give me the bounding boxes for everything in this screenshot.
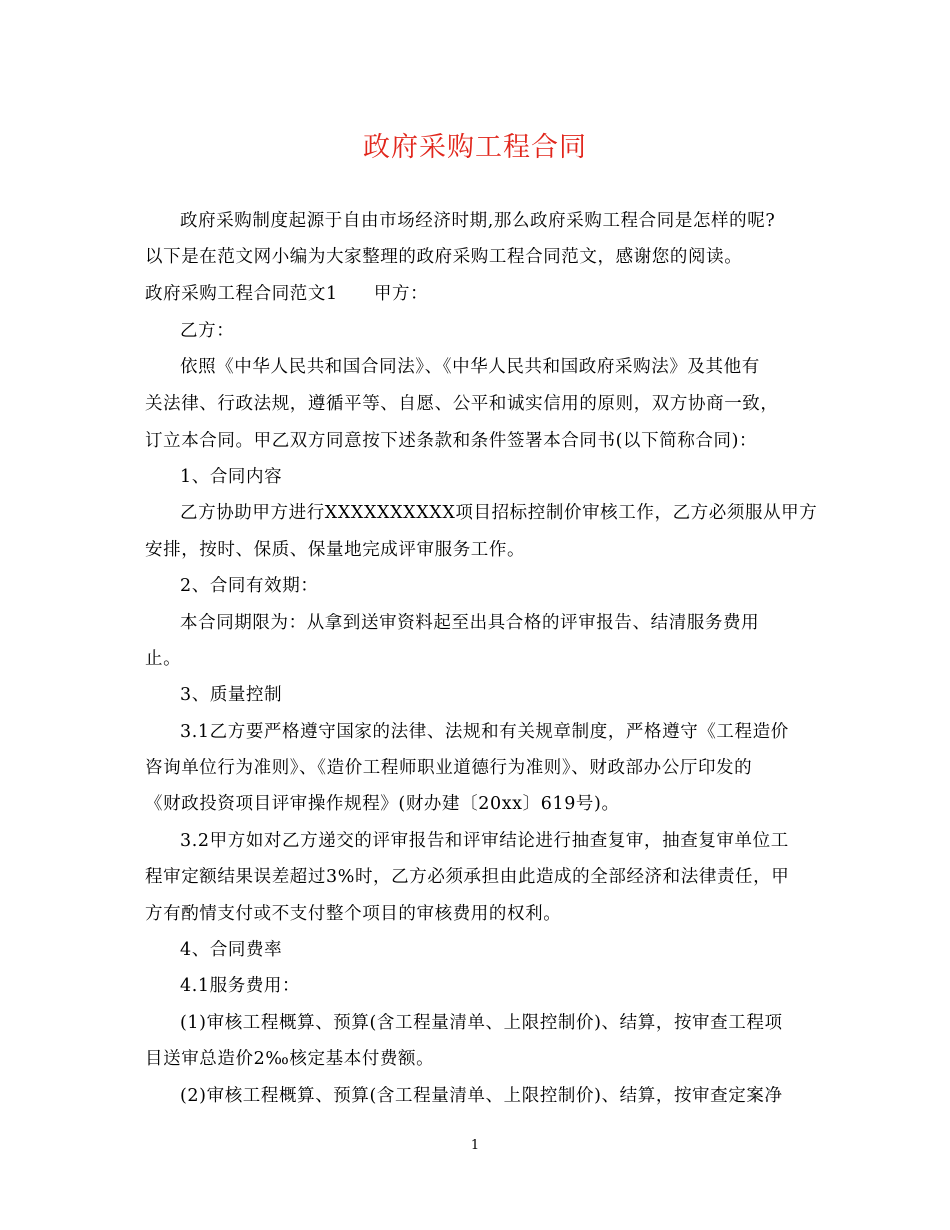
paragraph-line: 安排，按时、保质、保量地完成评审服务工作。 xyxy=(145,540,526,560)
paragraph-line: 政府采购工程合同范文1 甲方： xyxy=(145,284,429,304)
section-heading: 4、合同费率 xyxy=(180,940,283,960)
paragraph-line: 以下是在范文网小编为大家整理的政府采购工程合同范文，感谢您的阅读。 xyxy=(145,247,743,267)
paragraph-line: 方有酌情支付或不支付整个项目的审核费用的权利。 xyxy=(145,904,562,924)
paragraph-line: 依照《中华人民共和国合同法》、《中华人民共和国政府采购法》及其他有 xyxy=(180,357,760,377)
paragraph-line: 3.1乙方要严格遵守国家的法律、法规和有关规章制度，严格遵守《工程造价 xyxy=(180,722,789,742)
paragraph-line: 3.2甲方如对乙方递交的评审报告和评审结论进行抽查复审，抽查复审单位工 xyxy=(180,831,789,851)
paragraph-line: 本合同期限为：从拿到送审资料起至出具合格的评审报告、结清服务费用 xyxy=(180,613,760,633)
paragraph-line: 程审定额结果误差超过3%时，乙方必须承担由此造成的全部经济和法律责任，甲 xyxy=(145,867,790,887)
paragraph-line: 止。 xyxy=(145,649,182,669)
paragraph-line: 订立本合同。甲乙双方同意按下述条款和条件签署本合同书(以下简称合同)： xyxy=(145,431,758,451)
paragraph-line: 关法律、行政法规，遵循平等、自愿、公平和诚实信用的原则，双方协商一致， xyxy=(145,394,779,414)
paragraph-line: 政府采购制度起源于自由市场经济时期,那么政府采购工程合同是怎样的呢? xyxy=(180,211,776,231)
section-heading: 1、合同内容 xyxy=(180,467,283,487)
section-heading: 3、质量控制 xyxy=(180,685,283,705)
document-title: 政府采购工程合同 xyxy=(363,132,587,163)
paragraph-line: 《财政投资项目评审操作规程》(财办建〔20xx〕619号)。 xyxy=(145,794,620,814)
paragraph-line: (1)审核工程概算、预算(含工程量清单、上限控制价)、结算，按审查工程项 xyxy=(180,1013,783,1033)
page-number: 1 xyxy=(470,1138,480,1153)
paragraph-line: (2)审核工程概算、预算(含工程量清单、上限控制价)、结算，按审查定案净 xyxy=(180,1086,783,1106)
paragraph-line: 咨询单位行为准则》、《造价工程师职业道德行为准则》、财政部办公厅印发的 xyxy=(145,758,753,778)
paragraph-line: 乙方协助甲方进行XXXXXXXXXX项目招标控制价审核工作，乙方必须服从甲方 xyxy=(180,503,818,523)
subsection-heading: 4.1服务费用： xyxy=(180,976,301,996)
paragraph-line: 目送审总造价2‰核定基本付费额。 xyxy=(145,1049,435,1069)
section-heading: 2、合同有效期： xyxy=(180,576,319,596)
paragraph-line: 乙方： xyxy=(180,321,235,341)
